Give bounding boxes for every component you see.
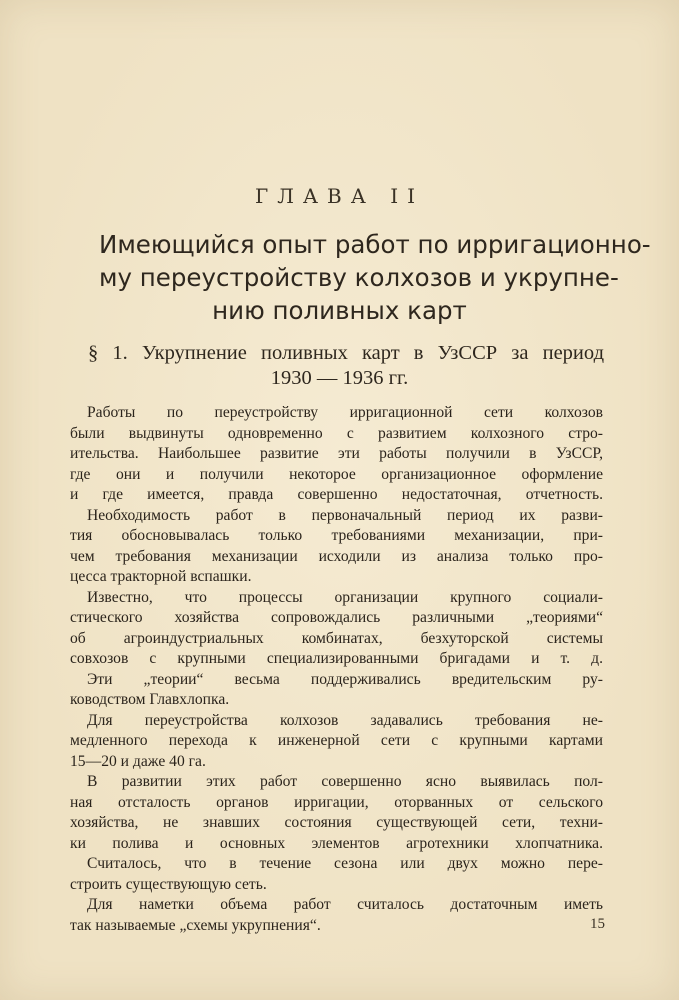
text-line: где они и получили некоторое организационное оформление [70,465,603,483]
text-line: Эти „теории“ весьма поддерживались вредительским ру- [87,670,603,688]
section-title-line: § 1. Укрупнение поливных карт в УзССР за период [88,342,604,364]
text-line: медленного перехода к инженерной сети с крупными картами [70,732,603,749]
chapter-title-line: му переустройству колхозов и укрупне- [99,263,619,292]
page-number: 15 [590,916,605,932]
text-line: Необходимость работ в первоначальный период их разви- [87,506,603,524]
text-line: Считалось, что в течение сезона или двух можно пере- [87,855,603,872]
text-line: Работы по переустройству ирригационной сети колхозов [87,404,603,421]
text-line: В развитии этих работ совершенно ясно выявилась пол- [87,773,603,790]
text-line: цесса тракторной вспашки. [70,568,252,585]
text-line: хозяйства, не знавших состояния существующей сети, техни- [70,814,603,831]
text-line: Известно, что процессы организации крупного социали- [87,588,603,606]
body-text [70,403,603,936]
text-line: Для переустройства колхозов задавались требования не- [87,711,603,729]
text-line: ная отсталость органов ирригации, оторванных от сельского [70,793,603,811]
text-line: стического хозяйства сопровождались различными „теориями“ [70,609,603,626]
chapter-heading: ГЛАВА II [254,184,425,208]
text-line: так называемые „схемы укрупнения“. [70,916,321,934]
text-line: Для наметки объема работ считалось достаточным иметь [87,896,603,913]
text-line: об агроиндустриальных комбинатах, безхуторской системы [70,629,603,647]
text-line: совхозов с крупными специализированными бригадами и т. д. [70,650,603,667]
text-line: ки полива и основных элементов агротехники хлопчатника. [70,834,603,852]
text-line: ительства. Наибольшее развитие эти работы получили в УзССР, [70,445,603,462]
text-line: 15—20 и даже 40 га. [70,752,206,770]
chapter-title-line: нию поливных карт [212,296,467,325]
chapter-title-line: Имеющийся опыт работ по ирригационно- [99,230,651,259]
text-line: тия обосновывалась только требованиями механизации, при- [70,527,603,544]
text-line: были выдвинуты одновременно с развитием колхозного стро- [70,424,603,442]
text-line: строить существующую сеть. [70,875,267,893]
text-line: чем требования механизации исходили из анализа только про- [70,547,603,565]
text-line: и где имеется, правда совершенно недостаточная, отчетность. [70,486,603,503]
text-line: ководством Главхлопка. [70,691,230,708]
section-title-line: 1930 — 1936 гг. [270,367,409,389]
